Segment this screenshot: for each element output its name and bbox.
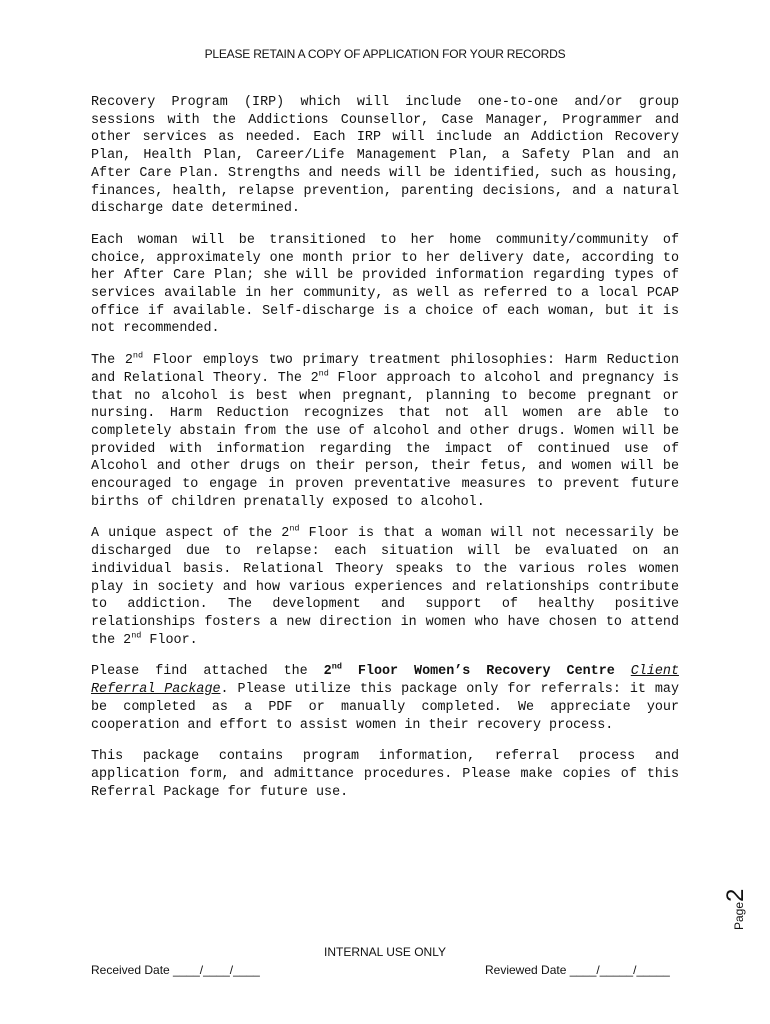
paragraph-irp: Recovery Program (IRP) which will include one-to-one and/or group sessions with the Addictions Counsellor, Case Manager, Programmer and other services as needed. Each IRP will include an Addiction Recovery Plan, Health Plan, Career/Life Management Plan, a Safety Plan and an After Care Plan. Strengths and needs will be identified, such as housing, finances, health, relapse prevention, parenting decisions, and a natural discharge date determined. [91, 95, 679, 217]
paragraph-attached-package: Please find attached the 2nd Floor Women’s Recovery Centre Client Referral Package. Please utilize this package only for referrals: it may be completed as a PDF or manually completed. We appreciate your cooperation and effort to assist women in their recovery process. [91, 661, 679, 733]
internal-use-heading: INTERNAL USE ONLY [323, 945, 447, 959]
centre-name: 2nd Floor Women’s Recovery Centre [323, 661, 615, 680]
paragraph-philosophies: The 2nd Floor employs two primary treatment philosophies: Harm Reduction and Relational Theory. The 2nd Floor approach to alcohol and pregnancy is that no alcohol is best when pregnant, planning to become pregnant or nursing. Harm Reduction recognizes that not all women are able to completely abstain from the use of alcohol and other drugs. Women will be provided with information regarding the impact of continued use of Alcohol and other drugs on their person, their fetus, and women will be encouraged to engage in proven preventative measures to prevent future births of children prenatally exposed to alcohol. [91, 350, 679, 510]
paragraph-unique-aspect: A unique aspect of the 2nd Floor is that a woman will not necessarily be discharged due to relapse: each situation will be evaluated on an individual basis. Relational Theory speaks to the various roles women play in society and how various experiences and relationships contribute to addiction. The development and support of healthy positive relationships fosters a new direction in women who have chosen to attend the 2nd Floor. [91, 524, 679, 648]
page-number: 2 [722, 888, 749, 902]
page-word: Page [732, 901, 746, 930]
page-header: PLEASE RETAIN A COPY OF APPLICATION FOR YOUR RECORDS [204, 47, 566, 61]
page-number-label [722, 880, 752, 930]
document-body [91, 94, 679, 815]
paragraph-transition: Each woman will be transitioned to her home community/community of choice, approximately one month prior to her delivery date, according to her After Care Plan; she will be provided information regarding types of services available in her community, as well as referred to a local PCAP office if available. Self-discharge is a choice of each woman, but it is not recommended. [91, 232, 679, 337]
client-referral-package-title: Client Referral Package [91, 664, 679, 698]
reviewed-date-field: Reviewed Date ____/_____/_____ [485, 963, 670, 977]
paragraph-package-contents: This package contains program information, referral process and application form, and admittance procedures. Please make copies of this Referral Package for future use. [91, 749, 679, 800]
received-date-field: Received Date ____/____/____ [91, 963, 260, 977]
